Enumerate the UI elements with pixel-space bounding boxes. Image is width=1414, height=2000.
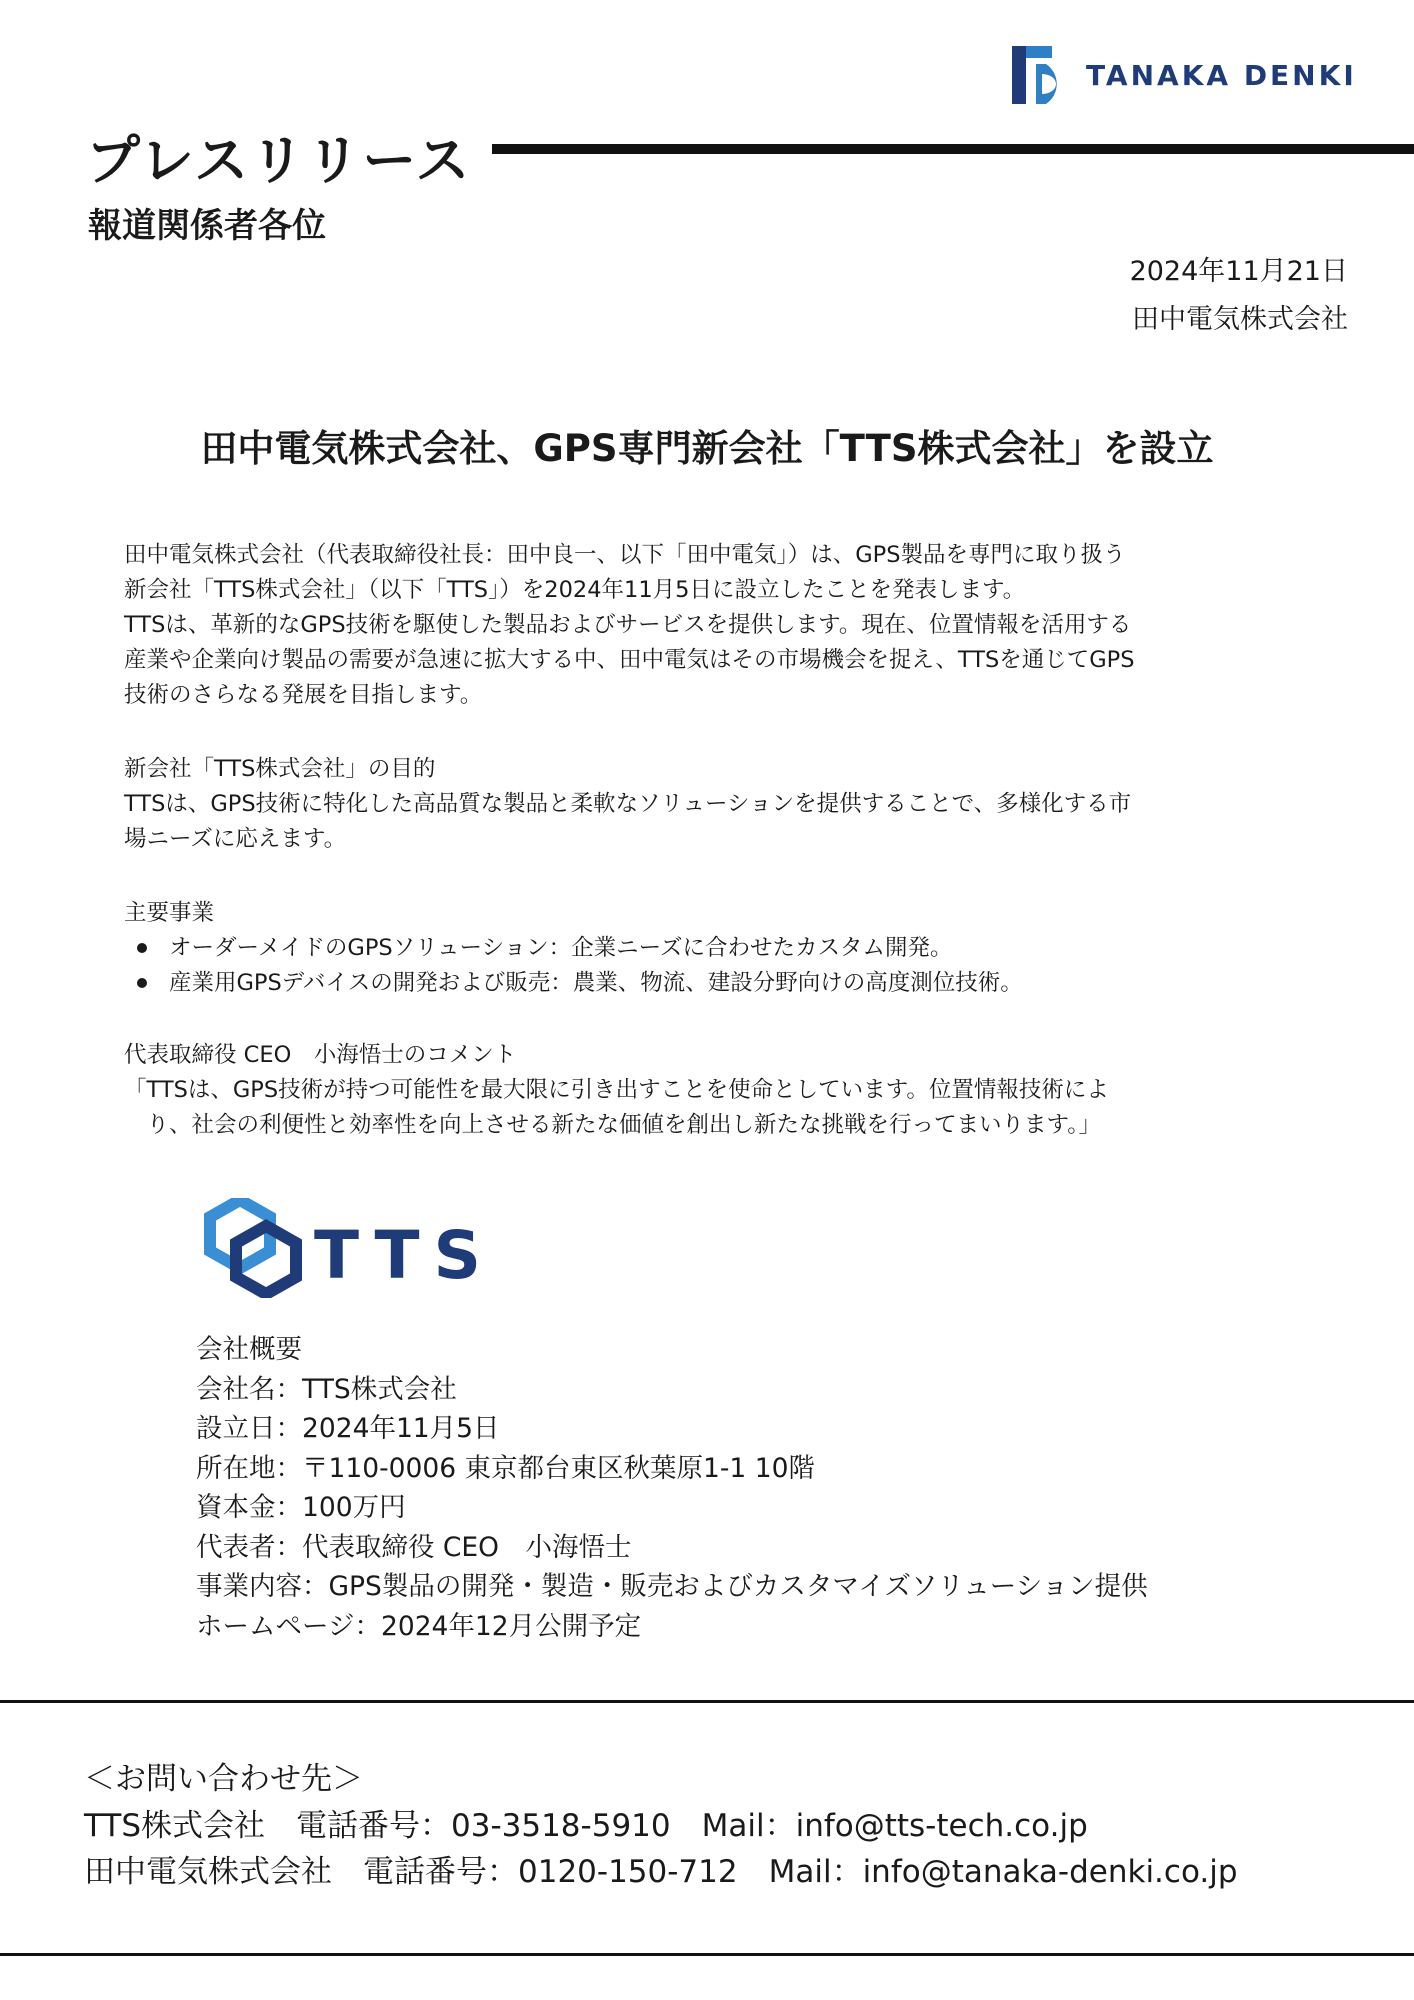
- headline: 田中電気株式会社、GPS専門新会社「TTS株式会社」を設立: [200, 427, 1214, 470]
- purpose-heading: 新会社「TTS株式会社」の目的: [124, 756, 436, 782]
- recipient-line: 報道関係者各位: [88, 206, 326, 246]
- page-title: プレスリリース: [86, 129, 472, 192]
- business-heading: 主要事業: [124, 900, 215, 926]
- overview-row: 資本金：100万円: [196, 1492, 406, 1523]
- ceo-comment-line: 「TTSは、GPS技術が持つ可能性を最大限に引き出すことを使命としています。位置情報技術によ: [124, 1077, 1109, 1103]
- list-item: [124, 931, 1304, 966]
- overview-heading: 会社概要: [196, 1334, 302, 1365]
- tanaka-denki-wordmark: TANAKA DENKI: [1086, 58, 1357, 92]
- tanaka-denki-logo-mark-icon: [1012, 46, 1070, 104]
- business-section: [124, 896, 1304, 1001]
- intro-line: 産業や企業向け製品の需要が急速に拡大する中、田中電気はその市場機会を捉え、TTSを通じてGPS: [124, 647, 1135, 673]
- overview-row: 会社名：TTS株式会社: [196, 1373, 457, 1405]
- release-date: 2024年11月21日: [1129, 256, 1348, 287]
- intro-line: TTSは、革新的なGPS技術を駆使した製品およびサービスを提供します。現在、位置情報を活用する: [124, 612, 1132, 638]
- purpose-section: [124, 752, 1304, 857]
- business-list: [124, 931, 1304, 1001]
- intro-paragraph: [124, 538, 1304, 713]
- bullet-icon: [137, 943, 147, 953]
- issuer-name: 田中電気株式会社: [1132, 304, 1348, 335]
- bullet-icon: [137, 978, 147, 988]
- tanaka-denki-logo: [1012, 46, 1357, 104]
- tts-logo-mark-icon: [204, 1198, 524, 1298]
- contact-section: [84, 1756, 1238, 1896]
- company-overview: [196, 1330, 1148, 1646]
- intro-line: 技術のさらなる発展を目指します。: [124, 682, 483, 708]
- ceo-comment-heading: 代表取締役 CEO 小海悟士のコメント: [124, 1042, 517, 1068]
- overview-row: 事業内容：GPS製品の開発・製造・販売およびカスタマイズソリューション提供: [196, 1571, 1148, 1602]
- contact-line: 田中電気株式会社 電話番号：0120-150-712 Mail：info@tanaka-denki.co.jp: [84, 1854, 1238, 1890]
- ceo-comment-section: [124, 1038, 1304, 1143]
- footer-divider: [0, 1700, 1414, 1703]
- overview-row: 代表者：代表取締役 CEO 小海悟士: [196, 1531, 632, 1563]
- ceo-comment-line: り、社会の利便性と効率性を向上させる新たな価値を創出し新たな挑戦を行ってまいります。」: [124, 1112, 1101, 1138]
- intro-line: 新会社「TTS株式会社」（以下「TTS」）を2024年11月5日に設立したことを発表します。: [124, 577, 1026, 603]
- tts-logo: [204, 1198, 524, 1298]
- contact-line: TTS株式会社 電話番号：03-3518-5910 Mail：info@tts-tech.co.jp: [84, 1807, 1088, 1844]
- list-item: [124, 966, 1304, 1001]
- title-rule: [492, 144, 1414, 154]
- overview-row: 設立日：2024年11月5日: [196, 1413, 500, 1444]
- contact-heading: ＜お問い合わせ先＞: [84, 1761, 363, 1797]
- business-item-text: オーダーメイドのGPSソリューション：企業ニーズに合わせたカスタム開発。: [169, 935, 953, 961]
- footer-bottom-divider: [0, 1953, 1414, 1956]
- date-issuer-block: [1130, 248, 1348, 344]
- tts-logo-wordmark: TTS: [314, 1217, 496, 1294]
- intro-line: 田中電気株式会社（代表取締役社長：田中良一、以下「田中電気」）は、GPS製品を専門に取り扱う: [124, 542, 1126, 568]
- overview-row: 所在地：〒110-0006 東京都台東区秋葉原1-1 10階: [196, 1452, 815, 1484]
- purpose-line: TTSは、GPS技術に特化した高品質な製品と柔軟なソリューションを提供することで、多様化する市: [124, 791, 1132, 817]
- overview-row: ホームページ：2024年12月公開予定: [196, 1610, 642, 1642]
- business-item-text: 産業用GPSデバイスの開発および販売：農業、物流、建設分野向けの高度測位技術。: [169, 970, 1023, 996]
- purpose-line: 場ニーズに応えます。: [124, 826, 347, 852]
